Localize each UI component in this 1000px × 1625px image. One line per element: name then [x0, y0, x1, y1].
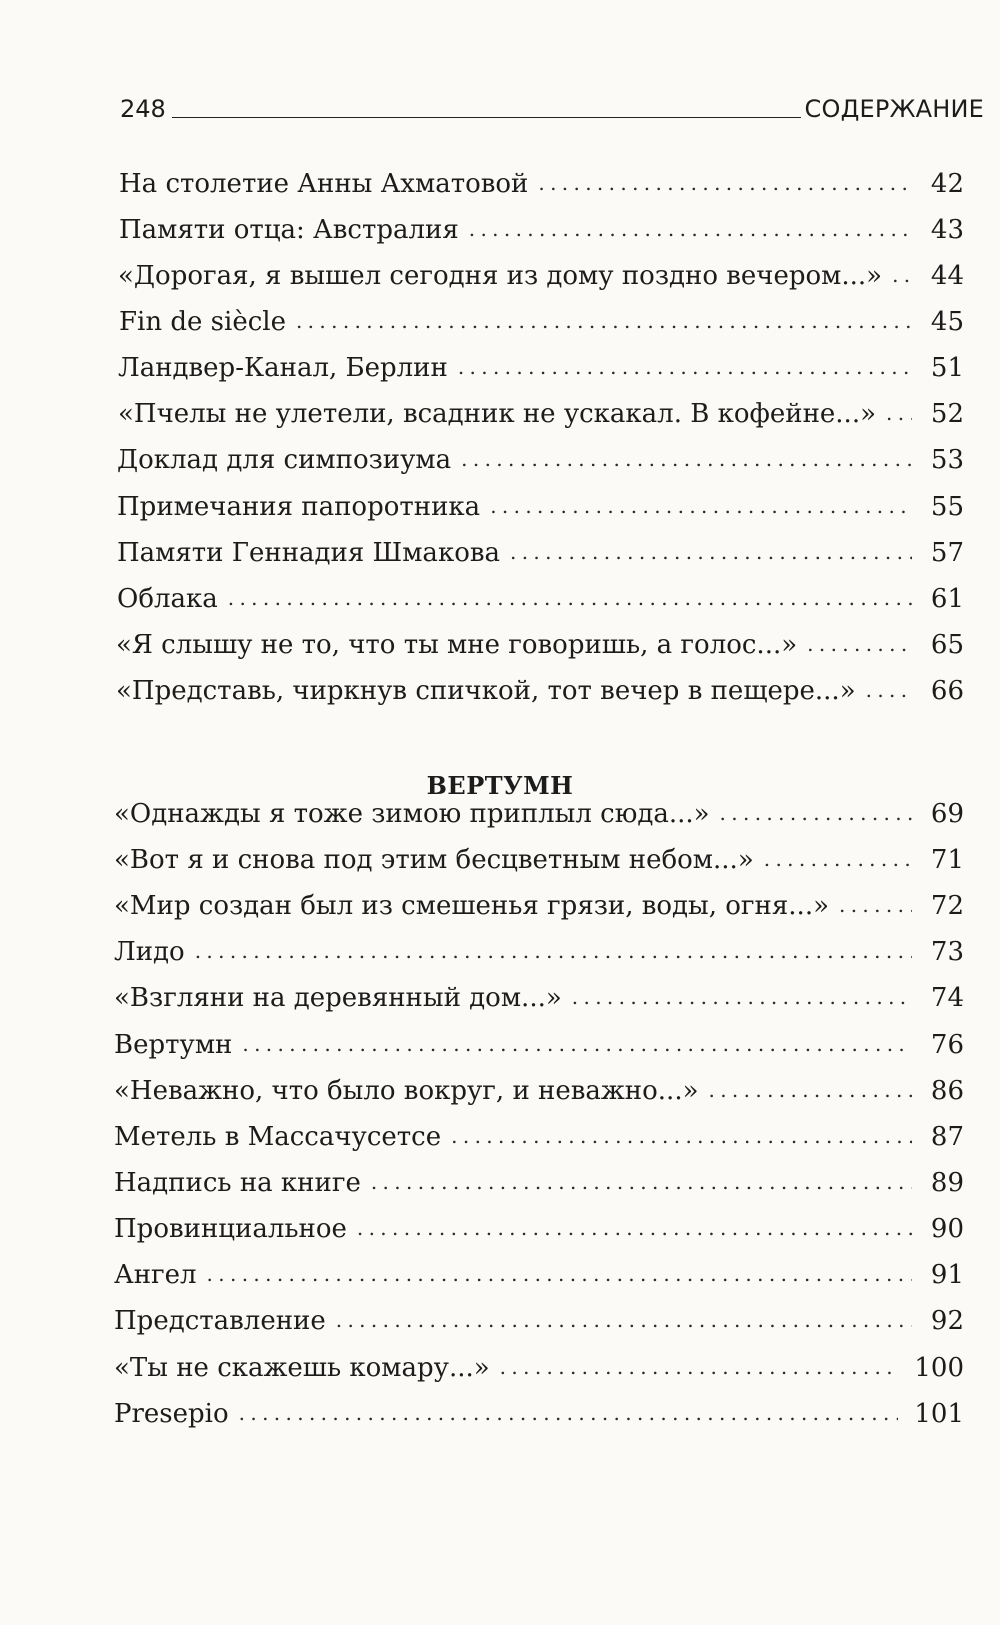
toc-entry [114, 1073, 982, 1109]
toc-entry-page: 101 [914, 1399, 964, 1429]
dot-leader [357, 1209, 912, 1246]
dot-leader [207, 1255, 912, 1292]
toc-entry-page: 43 [930, 215, 964, 245]
toc-entry [119, 212, 982, 248]
toc-entry [114, 934, 982, 970]
toc-entry [117, 535, 982, 571]
toc-entry [114, 1396, 982, 1432]
page-header [120, 84, 984, 124]
toc-entry-title: Метель в Массачусетсе [114, 1122, 442, 1152]
toc-entry-page: 51 [930, 353, 964, 383]
toc-entry-title: Presepio [114, 1399, 229, 1429]
toc-entry-title: Облака [117, 584, 218, 614]
toc-entry-title: Ангел [114, 1260, 197, 1290]
toc-entry-title: Доклад для симпозиума [117, 445, 452, 475]
toc-entry-title: «Вот я и снова под этим бесцветным небом...» [114, 845, 754, 875]
toc-entry [119, 166, 982, 202]
toc-entry [114, 1257, 982, 1293]
toc-entry-page: 45 [930, 307, 964, 337]
toc-entry [117, 581, 982, 617]
toc-entry-page: 71 [930, 845, 964, 875]
dot-leader [500, 1348, 898, 1385]
dot-leader [461, 440, 912, 477]
toc-entry [114, 1165, 982, 1201]
toc-entry-title: «Взгляни на деревянный дом...» [114, 983, 562, 1013]
dot-leader [764, 840, 912, 877]
toc-entry [117, 442, 982, 478]
toc-entry-page: 76 [930, 1030, 964, 1060]
toc-entry-page: 91 [930, 1260, 964, 1290]
toc-entry [114, 888, 982, 924]
running-title: СОДЕРЖАНИЕ [804, 95, 984, 123]
toc-entry-page: 55 [930, 492, 964, 522]
toc-entry [114, 1119, 982, 1155]
dot-leader [336, 1301, 912, 1338]
dot-leader [709, 1071, 913, 1108]
toc-entry-title: Ландвер-Канал, Берлин [118, 353, 448, 383]
toc-entry-title: Fin de siècle [119, 307, 286, 337]
toc-entry-page: 90 [930, 1214, 964, 1244]
toc-entry-title: «Мир создан был из смешенья грязи, воды, огня...» [114, 891, 829, 921]
toc-entry-page: 52 [930, 399, 964, 429]
toc-entry [114, 1303, 982, 1339]
dot-leader [807, 625, 912, 662]
toc-entry [116, 673, 982, 709]
dot-leader [572, 978, 912, 1015]
toc-entry-title: Примечания папоротника [117, 492, 481, 522]
section-heading: ВЕРТУМН [426, 771, 574, 800]
toc-entry-page: 86 [930, 1076, 964, 1106]
toc-entry-page: 53 [930, 445, 964, 475]
dot-leader [490, 487, 912, 524]
toc-entry-title: Вертумн [114, 1030, 233, 1060]
toc-entry-title: Памяти Геннадия Шмакова [117, 538, 500, 568]
toc-entry-title: Лидо [114, 937, 185, 967]
toc-entry-page: 74 [930, 983, 964, 1013]
dot-leader [538, 164, 912, 201]
dot-leader [296, 302, 912, 339]
toc-entry [114, 1350, 982, 1386]
toc-entry [114, 796, 982, 832]
dot-leader [469, 210, 912, 247]
toc-entry-page: 66 [930, 676, 964, 706]
toc-entry-page: 65 [930, 630, 964, 660]
toc-entry-title: «Представь, чиркнув спичкой, тот вечер в пещере...» [116, 676, 856, 706]
toc-entry-page: 92 [930, 1306, 964, 1336]
toc-entry-title: «Неважно, что было вокруг, и неважно...» [114, 1076, 699, 1106]
toc-entry-page: 100 [914, 1353, 964, 1383]
toc-entry-title: На столетие Анны Ахматовой [119, 169, 529, 199]
dot-leader [195, 932, 912, 969]
toc-entry [119, 304, 982, 340]
toc-entry-title: «Однажды я тоже зимою приплыл сюда...» [114, 799, 710, 829]
toc-entry [118, 396, 982, 432]
toc-entry-title: «Я слышу не то, что ты мне говоришь, а голос...» [116, 630, 798, 660]
toc-entry [114, 1027, 982, 1063]
toc-entry-title: Провинциальное [114, 1214, 347, 1244]
dot-leader [239, 1394, 898, 1431]
toc-entry-title: Представление [114, 1306, 326, 1336]
toc-entry-page: 72 [930, 891, 964, 921]
toc-entry [116, 627, 982, 663]
toc-entry [118, 258, 982, 294]
toc-entry-title: «Пчелы не улетели, всадник не ускакал. В кофейне...» [118, 399, 876, 429]
toc-entry-title: «Ты не скажешь комару...» [114, 1353, 490, 1383]
dot-leader [242, 1025, 912, 1062]
dot-leader [510, 533, 912, 570]
toc-entry-page: 87 [930, 1122, 964, 1152]
toc-entry-page: 42 [930, 169, 964, 199]
dot-leader [451, 1117, 912, 1154]
toc-entry-page: 69 [930, 799, 964, 829]
dot-leader [839, 886, 912, 923]
toc-entry [117, 489, 982, 525]
dot-leader [458, 348, 912, 385]
header-rule [172, 117, 801, 118]
dot-leader [720, 794, 912, 831]
toc-entry [114, 980, 982, 1016]
toc-entry-page: 89 [930, 1168, 964, 1198]
toc-entry-title: Памяти отца: Австралия [119, 215, 459, 245]
dot-leader [371, 1163, 912, 1200]
toc-entry [114, 1211, 982, 1247]
page-number: 248 [120, 95, 166, 123]
toc-entry [118, 350, 982, 386]
toc-entry-title: «Дорогая, я вышел сегодня из дому поздно вечером...» [118, 261, 883, 291]
toc-entry-title: Надпись на книге [114, 1168, 361, 1198]
toc-entry-page: 44 [930, 261, 964, 291]
toc-entry-page: 61 [930, 584, 964, 614]
toc-entry-page: 73 [930, 937, 964, 967]
dot-leader [228, 579, 912, 616]
toc-entry-page: 57 [930, 538, 964, 568]
toc-entry [114, 842, 982, 878]
